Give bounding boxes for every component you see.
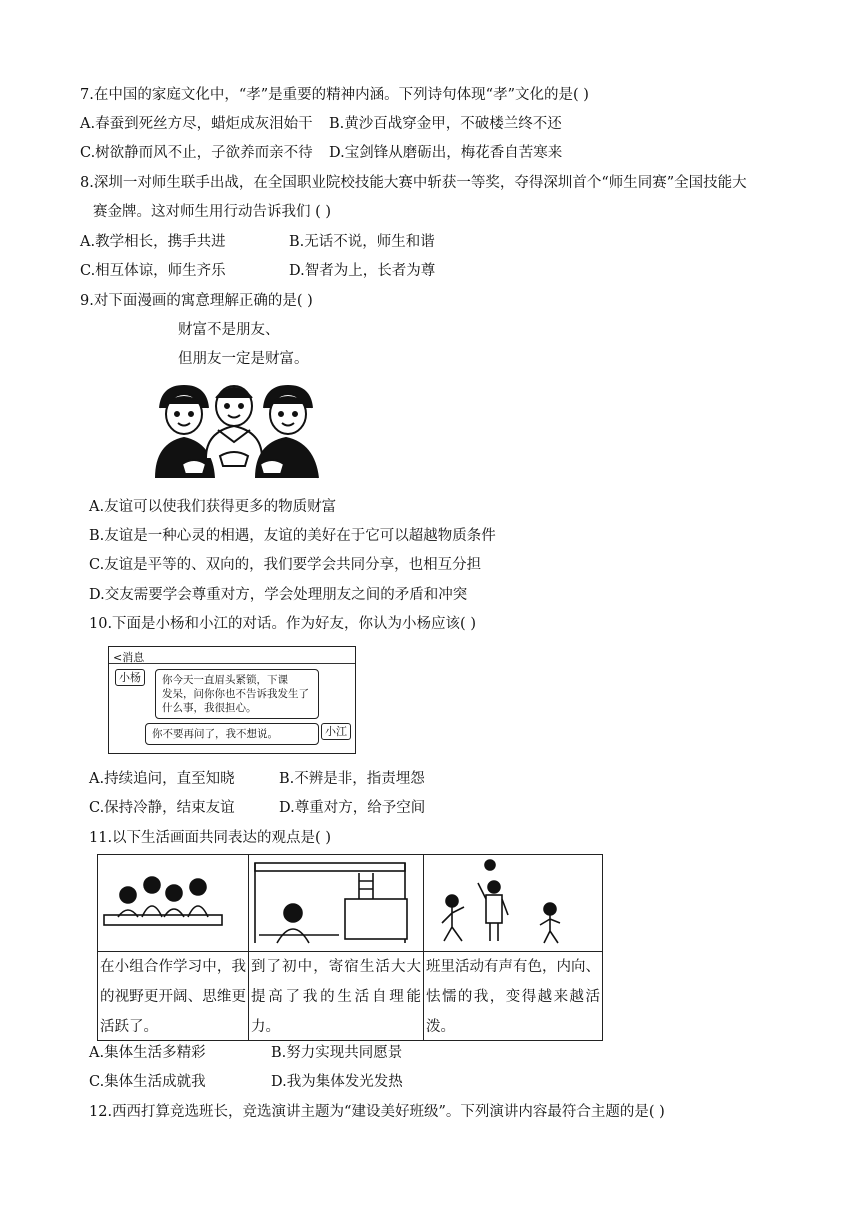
- q10-option-c: C.保持冷静，结束友谊: [89, 800, 235, 816]
- q9-cartoon-caption-2: 但朋友一定是财富。: [178, 351, 309, 367]
- q8-stem-line2: 赛金牌。这对师生用行动告诉我们 ( ): [93, 204, 332, 220]
- q9-option-a: A.友谊可以使我们获得更多的物质财富: [89, 499, 337, 515]
- class-activity-picture: [424, 855, 602, 951]
- q11-image-cell-3: [424, 855, 603, 952]
- q8-option-c: C.相互体谅，师生齐乐: [80, 263, 226, 279]
- chat-line: 你今天一直眉头紧锁，下课: [162, 674, 288, 686]
- q8-stem-line1: 8.深圳一对师生联手出战，在全国职业院校技能大赛中斩获一等奖，夺得深圳首个“师生同赛”全国技能大: [80, 175, 747, 191]
- q7-stem: 7.在中国的家庭文化中，“孝”是重要的精神内涵。下列诗句体现“孝”文化的是( ): [80, 87, 589, 103]
- chat-divider: [109, 663, 355, 664]
- chat-name-xiaoyang: 小杨: [115, 669, 145, 686]
- chat-header: <消息: [113, 651, 145, 664]
- q7-option-c: C.树欲静而风不止，子欲养而亲不待: [80, 145, 313, 161]
- q11-caption-3: 班里活动有声有色，内向、怯懦的我，变得越来越活泼。: [426, 959, 600, 1035]
- q8-option-a: A.教学相长，携手共进: [80, 234, 226, 250]
- q11-caption-cell-2: [249, 952, 424, 1041]
- q11-picture-table: [97, 854, 603, 1041]
- q11-caption-2: 到了初中，寄宿生活大大提高了我的生活自理能力。: [251, 959, 421, 1035]
- chat-bubble-xiaoyang: [155, 669, 319, 719]
- q9-option-d: D.交友需要学会尊重对方，学会处理朋友之间的矛盾和冲突: [89, 587, 468, 603]
- q9-stem: 9.对下面漫画的寓意理解正确的是( ): [80, 293, 313, 309]
- group-study-picture: [98, 855, 248, 951]
- q10-option-d: D.尊重对方，给予空间: [279, 800, 426, 816]
- chat-name-xiaojiang: 小江: [321, 723, 351, 740]
- q10-option-a: A.持续追问，直至知晓: [89, 771, 235, 787]
- q10-option-b: B.不辨是非，指责埋怨: [279, 771, 425, 787]
- q7-option-a: A.春蚕到死丝方尽，蜡炬成灰泪始干: [80, 116, 313, 132]
- q9-option-c: C.友谊是平等的、双向的，我们要学会共同分享，也相互分担: [89, 557, 482, 573]
- q11-option-a: A.集体生活多精彩: [89, 1045, 206, 1061]
- q7-option-d: D.宝剑锋从磨砺出，梅花香自苦寒来: [329, 145, 563, 161]
- q11-caption-cell-1: [98, 952, 249, 1041]
- chat-bubble-xiaojiang: 你不要再问了，我不想说。: [145, 723, 319, 745]
- q11-image-cell-2: [249, 855, 424, 952]
- q7-option-b: B.黄沙百战穿金甲，不破楼兰终不还: [329, 116, 562, 132]
- q10-chat-screenshot: [108, 646, 356, 754]
- q9-option-b: B.友谊是一种心灵的相遇，友谊的美好在于它可以超越物质条件: [89, 528, 496, 544]
- q11-image-cell-1: [98, 855, 249, 952]
- q11-caption-1: 在小组合作学习中，我的视野更开阔、思维更活跃了。: [100, 959, 246, 1035]
- q8-option-b: B.无话不说，师生和谐: [289, 234, 435, 250]
- q11-option-c: C.集体生活成就我: [89, 1074, 206, 1090]
- chat-line: 什么事，我很担心。: [162, 702, 257, 714]
- q8-option-d: D.智者为上，长者为尊: [289, 263, 436, 279]
- chat-line: 发呆，问你你也不告诉我发生了: [162, 688, 309, 700]
- q11-option-d: D.我为集体发光发热: [271, 1074, 403, 1090]
- q12-stem: 12.西西打算竞选班长，竞选演讲主题为“建设美好班级”。下列演讲内容最符合主题的是( ): [89, 1104, 665, 1120]
- q9-friends-cartoon: [152, 378, 322, 488]
- q9-cartoon-caption-1: 财富不是朋友、: [178, 322, 280, 338]
- q11-stem: 11.以下生活画面共同表达的观点是( ): [89, 830, 331, 846]
- dormitory-picture: [249, 855, 423, 951]
- q10-stem: 10.下面是小杨和小江的对话。作为好友，你认为小杨应该( ): [89, 616, 476, 632]
- q11-caption-cell-3: [424, 952, 603, 1041]
- q11-option-b: B.努力实现共同愿景: [271, 1045, 403, 1061]
